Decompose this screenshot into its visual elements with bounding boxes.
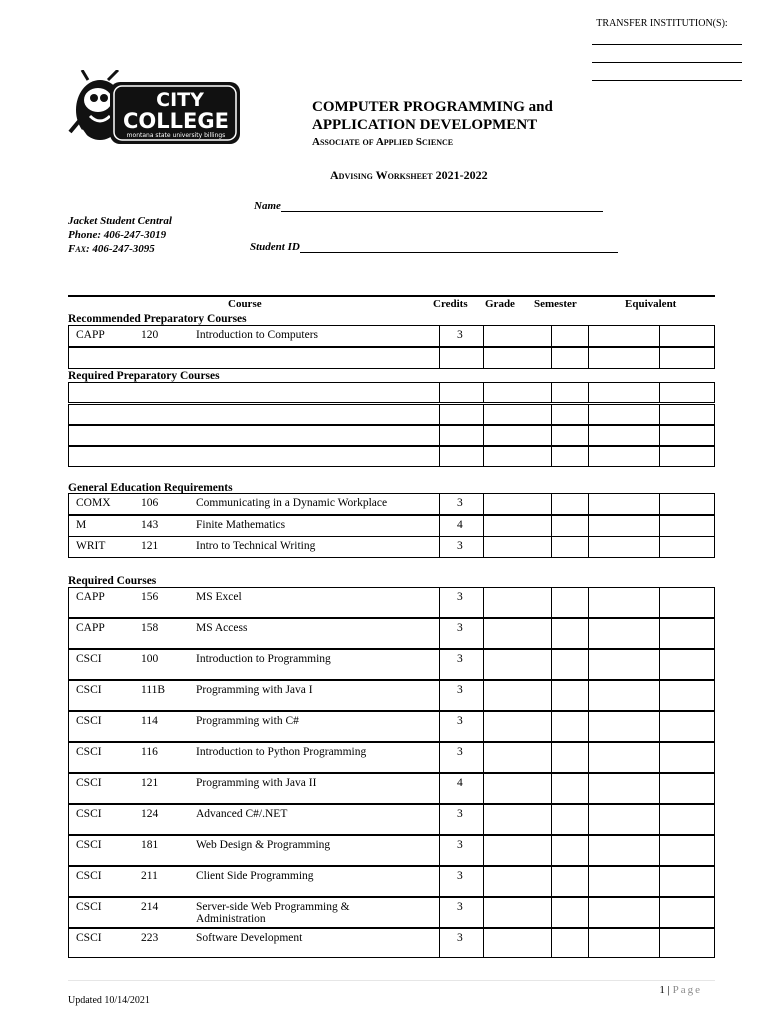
- phone-number: Phone: 406-247-3019: [68, 229, 167, 241]
- semester-cell[interactable]: [588, 516, 589, 536]
- semester-cell[interactable]: [588, 383, 589, 402]
- course-number: 116: [141, 746, 158, 758]
- header-equivalent: Equivalent: [625, 298, 677, 310]
- course-title: Programming with Java I: [196, 684, 313, 696]
- name-input-line[interactable]: [281, 200, 603, 212]
- course-dept: WRIT: [76, 540, 106, 552]
- equivalent-cell[interactable]: [659, 867, 660, 896]
- logo-subtext: montana state university billings: [126, 132, 226, 139]
- course-title: Client Side Programming: [196, 870, 314, 882]
- table-row: [68, 680, 715, 711]
- course-title: MS Excel: [196, 591, 242, 603]
- student-id-input-line[interactable]: [300, 241, 618, 253]
- name-label: Name: [254, 200, 281, 212]
- program-title-line-2: APPLICATION DEVELOPMENT: [312, 117, 538, 133]
- table-row-blank: [68, 382, 715, 403]
- equivalent-cell[interactable]: [659, 898, 660, 927]
- course-credits: 4: [457, 777, 463, 789]
- grade-cell-b[interactable]: [551, 383, 552, 402]
- course-dept: CSCI: [76, 777, 102, 789]
- header-course: Course: [228, 298, 262, 310]
- course-dept: CSCI: [76, 901, 102, 913]
- grade-cell-b[interactable]: [551, 426, 552, 445]
- semester-cell[interactable]: [588, 681, 589, 710]
- grade-cell[interactable]: [483, 348, 484, 368]
- table-row: [68, 618, 715, 649]
- equivalent-cell[interactable]: [659, 774, 660, 803]
- course-number: 214: [141, 901, 159, 913]
- semester-cell[interactable]: [588, 774, 589, 803]
- course-title: Intro to Technical Writing: [196, 540, 316, 552]
- section-gen-ed: General Education Requirements: [68, 482, 233, 494]
- page-number-value: 1: [659, 984, 665, 996]
- course-dept: CSCI: [76, 684, 102, 696]
- table-row: [68, 773, 715, 804]
- table-row: [68, 515, 715, 537]
- table-row: [68, 649, 715, 680]
- semester-cell[interactable]: [588, 836, 589, 865]
- course-number: 124: [141, 808, 159, 820]
- table-row: [68, 742, 715, 773]
- credits-cell: [439, 898, 440, 927]
- grade-cell[interactable]: [483, 516, 484, 536]
- table-row: [68, 804, 715, 835]
- grade-cell[interactable]: [483, 447, 484, 466]
- grade-cell-b[interactable]: [551, 743, 552, 772]
- credits-cell: [439, 426, 440, 445]
- header-semester: Semester: [534, 298, 577, 310]
- course-dept: CSCI: [76, 746, 102, 758]
- course-dept: CSCI: [76, 715, 102, 727]
- page-number: 1 | Page: [659, 984, 702, 996]
- course-title: Introduction to Computers: [196, 329, 319, 341]
- grade-cell-b[interactable]: [551, 650, 552, 679]
- equivalent-cell[interactable]: [659, 712, 660, 741]
- course-dept: CSCI: [76, 653, 102, 665]
- grade-cell[interactable]: [483, 681, 484, 710]
- equivalent-cell[interactable]: [659, 426, 660, 445]
- semester-cell[interactable]: [588, 447, 589, 466]
- credits-cell: [439, 681, 440, 710]
- grade-cell[interactable]: [483, 867, 484, 896]
- course-credits: 3: [457, 684, 463, 696]
- semester-cell[interactable]: [588, 867, 589, 896]
- table-row: [68, 711, 715, 742]
- semester-cell[interactable]: [588, 929, 589, 957]
- table-row: [68, 587, 715, 618]
- grade-cell[interactable]: [483, 619, 484, 648]
- course-number: 111B: [141, 684, 166, 696]
- table-row-blank: [68, 347, 715, 369]
- logo-line-1: CITY: [156, 89, 204, 111]
- transfer-institutions-label: TRANSFER INSTITUTION(S):: [596, 18, 728, 29]
- semester-cell[interactable]: [588, 326, 589, 346]
- course-number: 100: [141, 653, 159, 665]
- contact-block: [68, 214, 172, 256]
- equivalent-cell[interactable]: [659, 588, 660, 617]
- student-id-field[interactable]: [250, 241, 618, 253]
- equivalent-cell[interactable]: [659, 681, 660, 710]
- course-dept: CAPP: [76, 329, 105, 341]
- course-credits: 3: [457, 497, 463, 509]
- course-credits: 3: [457, 746, 463, 758]
- course-number: 114: [141, 715, 158, 727]
- grade-cell[interactable]: [483, 326, 484, 346]
- equivalent-cell[interactable]: [659, 383, 660, 402]
- course-credits: 3: [457, 540, 463, 552]
- course-number: 158: [141, 622, 159, 634]
- course-number: 120: [141, 329, 159, 341]
- title-block: [312, 98, 553, 183]
- course-number: 211: [141, 870, 158, 882]
- equivalent-cell[interactable]: [659, 619, 660, 648]
- equivalent-cell[interactable]: [659, 494, 660, 514]
- grade-cell-b[interactable]: [551, 929, 552, 957]
- header-credits: Credits: [433, 298, 468, 310]
- credits-cell: [439, 494, 440, 514]
- course-credits: 3: [457, 870, 463, 882]
- transfer-line-2[interactable]: [592, 62, 742, 63]
- grade-cell[interactable]: [483, 405, 484, 424]
- course-title: MS Access: [196, 622, 248, 634]
- credits-cell: [439, 929, 440, 957]
- student-id-label: Student ID: [250, 241, 300, 253]
- credits-cell: [439, 447, 440, 466]
- credits-cell: [439, 712, 440, 741]
- credits-cell: [439, 588, 440, 617]
- table-top-rule: [68, 295, 715, 297]
- equivalent-cell[interactable]: [659, 516, 660, 536]
- credits-cell: [439, 326, 440, 346]
- course-title: Web Design & Programming: [196, 839, 331, 851]
- semester-cell[interactable]: [588, 650, 589, 679]
- semester-cell[interactable]: [588, 426, 589, 445]
- course-title: Introduction to Python Programming: [196, 746, 367, 758]
- credits-cell: [439, 537, 440, 557]
- table-row: [68, 928, 715, 958]
- equivalent-cell[interactable]: [659, 650, 660, 679]
- credits-cell: [439, 743, 440, 772]
- course-dept: CSCI: [76, 839, 102, 851]
- grade-cell[interactable]: [483, 836, 484, 865]
- course-dept: CAPP: [76, 591, 105, 603]
- table-row-blank: [68, 425, 715, 446]
- header-grade: Grade: [485, 298, 515, 310]
- section-required: Required Courses: [68, 575, 157, 587]
- name-field[interactable]: [254, 200, 603, 212]
- course-dept: CSCI: [76, 870, 102, 882]
- grade-cell-b[interactable]: [551, 326, 552, 346]
- grade-cell[interactable]: [483, 743, 484, 772]
- grade-cell[interactable]: [483, 537, 484, 557]
- course-number: 106: [141, 497, 159, 509]
- grade-cell-b[interactable]: [551, 712, 552, 741]
- city-college-logo: [68, 70, 243, 154]
- semester-cell[interactable]: [588, 898, 589, 927]
- grade-cell[interactable]: [483, 898, 484, 927]
- semester-cell[interactable]: [588, 712, 589, 741]
- course-number: 121: [141, 777, 159, 789]
- grade-cell-b[interactable]: [551, 836, 552, 865]
- grade-cell-b[interactable]: [551, 537, 552, 557]
- course-number: 181: [141, 839, 159, 851]
- course-credits: 3: [457, 808, 463, 820]
- course-dept: CSCI: [76, 932, 102, 944]
- grade-cell-b[interactable]: [551, 898, 552, 927]
- grade-cell-b[interactable]: [551, 588, 552, 617]
- page-word: Page: [672, 984, 702, 996]
- transfer-line-3[interactable]: [592, 80, 742, 81]
- footer-rule: [68, 980, 715, 981]
- table-row: [68, 835, 715, 866]
- credits-cell: [439, 619, 440, 648]
- program-title-line-1: COMPUTER PROGRAMMING and: [312, 99, 553, 115]
- grade-cell-b[interactable]: [551, 619, 552, 648]
- course-title: Communicating in a Dynamic Workplace: [196, 497, 388, 509]
- grade-cell[interactable]: [483, 494, 484, 514]
- course-number: 121: [141, 540, 159, 552]
- updated-date: Updated 10/14/2021: [68, 995, 150, 1006]
- semester-cell[interactable]: [588, 405, 589, 424]
- grade-cell-b[interactable]: [551, 681, 552, 710]
- credits-cell: [439, 805, 440, 834]
- course-title: Programming with C#: [196, 715, 299, 727]
- table-row: [68, 897, 715, 928]
- grade-cell[interactable]: [483, 805, 484, 834]
- semester-cell[interactable]: [588, 494, 589, 514]
- table-row: [68, 493, 715, 515]
- worksheet-title: Advising Worksheet 2021-2022: [330, 168, 488, 182]
- equivalent-cell[interactable]: [659, 348, 660, 368]
- table-row-blank: [68, 404, 715, 425]
- course-credits: 3: [457, 622, 463, 634]
- section-required-prep: Required Preparatory Courses: [68, 370, 220, 382]
- credits-cell: [439, 650, 440, 679]
- credits-cell: [439, 836, 440, 865]
- course-credits: 3: [457, 715, 463, 727]
- course-dept: CSCI: [76, 808, 102, 820]
- grade-cell[interactable]: [483, 774, 484, 803]
- degree-title: Associate of Applied Science: [312, 136, 454, 148]
- course-title: Software Development: [196, 932, 303, 944]
- course-credits: 3: [457, 839, 463, 851]
- semester-cell[interactable]: [588, 743, 589, 772]
- grade-cell-b[interactable]: [551, 348, 552, 368]
- course-title: Introduction to Programming: [196, 653, 331, 665]
- course-credits: 3: [457, 901, 463, 913]
- table-row: [68, 866, 715, 897]
- grade-cell[interactable]: [483, 588, 484, 617]
- grade-cell-b[interactable]: [551, 805, 552, 834]
- table-row-blank: [68, 446, 715, 467]
- grade-cell[interactable]: [483, 929, 484, 957]
- course-credits: 4: [457, 519, 463, 531]
- equivalent-cell[interactable]: [659, 326, 660, 346]
- section-recommended: Recommended Preparatory Courses: [68, 313, 247, 325]
- credits-cell: [439, 383, 440, 402]
- credits-cell: [439, 405, 440, 424]
- grade-cell-b[interactable]: [551, 494, 552, 514]
- grade-cell-b[interactable]: [551, 516, 552, 536]
- credits-cell: [439, 867, 440, 896]
- table-row: [68, 325, 715, 347]
- course-dept: CAPP: [76, 622, 105, 634]
- course-dept: M: [76, 519, 87, 531]
- grade-cell[interactable]: [483, 650, 484, 679]
- fax-label: Fax: [68, 243, 87, 255]
- course-dept: COMX: [76, 497, 111, 509]
- course-credits: 3: [457, 591, 463, 603]
- semester-cell[interactable]: [588, 619, 589, 648]
- grade-cell[interactable]: [483, 383, 484, 402]
- course-title: Finite Mathematics: [196, 519, 286, 531]
- logo-line-2: COLLEGE: [123, 109, 229, 133]
- course-title: Advanced C#/.NET: [196, 808, 288, 820]
- transfer-line-1[interactable]: [592, 44, 742, 45]
- course-number: 156: [141, 591, 159, 603]
- equivalent-cell[interactable]: [659, 405, 660, 424]
- grade-cell-b[interactable]: [551, 447, 552, 466]
- equivalent-cell[interactable]: [659, 929, 660, 957]
- course-credits: 3: [457, 329, 463, 341]
- grade-cell[interactable]: [483, 426, 484, 445]
- equivalent-cell[interactable]: [659, 537, 660, 557]
- semester-cell[interactable]: [588, 537, 589, 557]
- equivalent-cell[interactable]: [659, 805, 660, 834]
- course-number: 223: [141, 932, 159, 944]
- grade-cell[interactable]: [483, 712, 484, 741]
- equivalent-cell[interactable]: [659, 743, 660, 772]
- fax-number: Fax: 406-247-3095: [68, 243, 155, 255]
- grade-cell-b[interactable]: [551, 867, 552, 896]
- semester-cell[interactable]: [588, 805, 589, 834]
- credits-cell: [439, 516, 440, 536]
- equivalent-cell[interactable]: [659, 447, 660, 466]
- equivalent-cell[interactable]: [659, 836, 660, 865]
- course-title: Server-side Web Programming & Administration: [196, 901, 350, 925]
- table-row: [68, 536, 715, 558]
- course-title-line-2: Administration: [196, 913, 266, 925]
- office-name: Jacket Student Central: [68, 215, 172, 227]
- semester-cell[interactable]: [588, 588, 589, 617]
- course-credits: 3: [457, 932, 463, 944]
- credits-cell: [439, 774, 440, 803]
- credits-cell: [439, 348, 440, 368]
- course-title: Programming with Java II: [196, 777, 317, 789]
- grade-cell-b[interactable]: [551, 405, 552, 424]
- course-credits: 3: [457, 653, 463, 665]
- course-number: 143: [141, 519, 159, 531]
- grade-cell-b[interactable]: [551, 774, 552, 803]
- semester-cell[interactable]: [588, 348, 589, 368]
